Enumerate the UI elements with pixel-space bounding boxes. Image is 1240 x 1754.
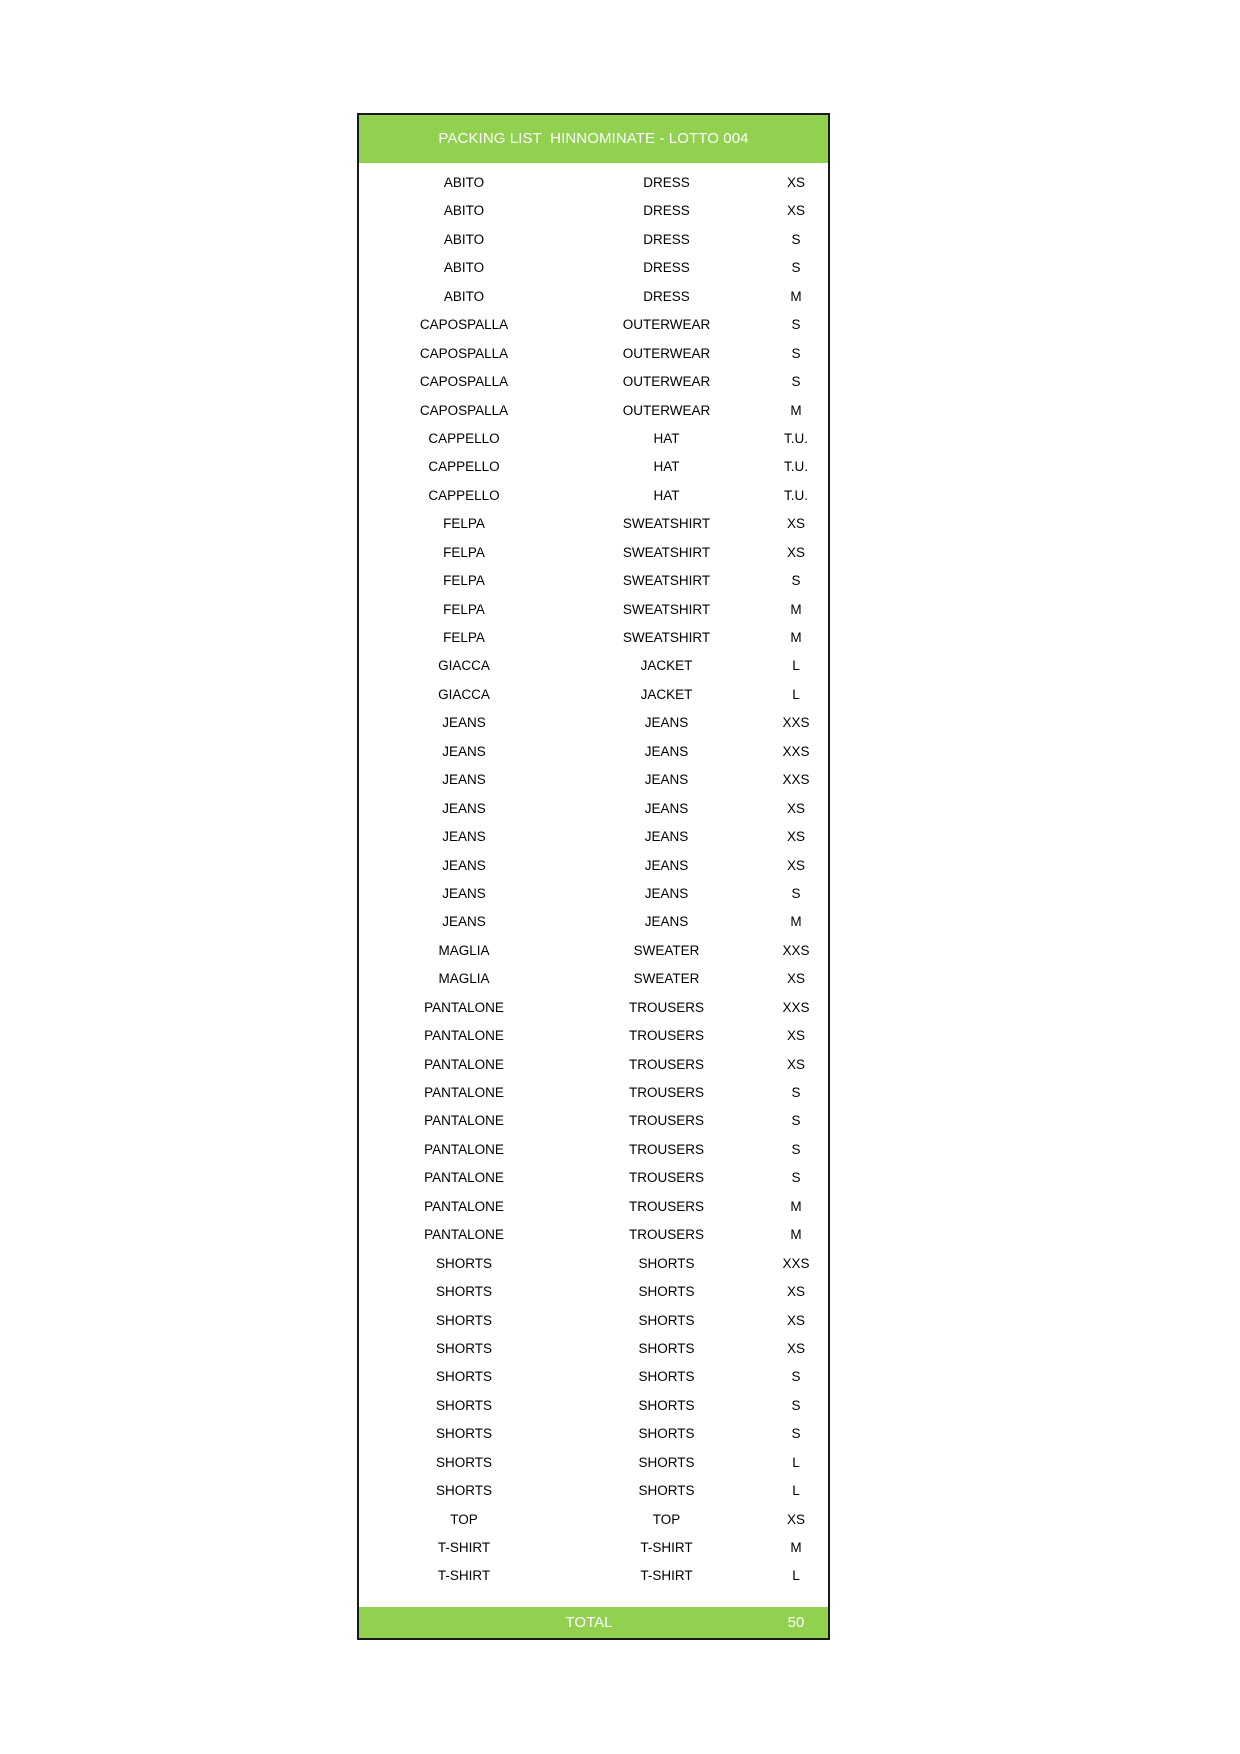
table-row	[359, 965, 828, 993]
item-name-it: FELPA	[443, 516, 485, 532]
item-size: XXS	[782, 1255, 810, 1271]
item-name-en: SHORTS	[638, 1369, 695, 1385]
table-row	[359, 425, 828, 453]
item-name-it: PANTALONE	[424, 1227, 504, 1243]
item-size: XXS	[782, 999, 810, 1015]
table-row	[359, 1136, 828, 1164]
item-name-en: SHORTS	[638, 1312, 695, 1328]
item-size: S	[791, 1170, 801, 1186]
item-size: S	[791, 573, 801, 589]
item-size: T.U.	[783, 459, 808, 475]
item-name-it: FELPA	[443, 630, 485, 645]
item-size: XS	[786, 857, 805, 873]
item-size: S	[791, 1369, 801, 1385]
item-name-it: GIACCA	[438, 658, 490, 674]
packing-list-sheet	[357, 113, 830, 1640]
item-name-en: TROUSERS	[628, 1198, 704, 1214]
table-row	[359, 1392, 828, 1420]
item-size: S	[791, 345, 801, 361]
item-name-en: SHORTS	[638, 1255, 695, 1271]
item-name-en: TROUSERS	[628, 1227, 704, 1243]
table-row	[359, 1562, 828, 1590]
item-name-it: SHORTS	[435, 1255, 492, 1271]
table-row	[359, 1278, 828, 1306]
item-size: S	[791, 885, 801, 901]
item-name-it: SHORTS	[435, 1426, 492, 1442]
table-row	[359, 994, 828, 1022]
item-size: XS	[786, 1028, 805, 1044]
item-name-it: FELPA	[443, 601, 485, 617]
table-row	[359, 1221, 828, 1249]
table-row	[359, 1534, 828, 1562]
item-size: S	[791, 231, 801, 247]
table-row	[359, 397, 828, 425]
item-size: XS	[786, 1056, 805, 1072]
item-name-en: TROUSERS	[628, 999, 704, 1015]
table-row	[359, 880, 828, 908]
item-size: S	[791, 317, 801, 333]
table-row	[359, 1335, 828, 1363]
item-name-en: OUTERWEAR	[622, 402, 711, 418]
item-name-en: OUTERWEAR	[622, 317, 711, 333]
item-size: XS	[786, 516, 805, 532]
item-size: M	[790, 1540, 802, 1555]
total-row	[359, 1607, 828, 1638]
item-size: M	[790, 601, 802, 617]
item-name-it: GIACCA	[438, 686, 490, 702]
item-name-it: JEANS	[442, 885, 486, 901]
item-name-en: TROUSERS	[628, 1056, 704, 1072]
table-row	[359, 453, 828, 481]
item-name-en: DRESS	[643, 231, 690, 247]
item-name-en: DRESS	[643, 175, 690, 190]
item-size: XXS	[782, 772, 810, 788]
table-row	[359, 795, 828, 823]
table-row	[359, 510, 828, 538]
table-row	[359, 340, 828, 368]
item-name-en: HAT	[653, 430, 680, 446]
item-name-it: CAPPELLO	[428, 430, 500, 446]
item-name-it: MAGLIA	[438, 942, 490, 958]
table-row	[359, 482, 828, 510]
item-name-it: PANTALONE	[424, 999, 504, 1015]
item-size: XS	[786, 971, 805, 987]
table-row	[359, 1449, 828, 1477]
item-size: S	[791, 374, 801, 390]
item-name-it: T-SHIRT	[437, 1568, 491, 1584]
item-name-en: HAT	[653, 487, 680, 503]
table-row	[359, 197, 828, 225]
item-size: L	[792, 1483, 800, 1499]
item-name-it: MAGLIA	[438, 971, 490, 987]
item-name-en: TROUSERS	[628, 1170, 704, 1186]
item-size: XS	[786, 1340, 805, 1356]
table-row	[359, 823, 828, 851]
item-name-en: T-SHIRT	[640, 1540, 693, 1555]
item-size: XXS	[782, 942, 810, 958]
table-row	[359, 1079, 828, 1107]
item-size: S	[791, 1141, 801, 1157]
item-name-en: SHORTS	[638, 1454, 695, 1470]
table-row	[359, 283, 828, 311]
item-name-en: DRESS	[643, 260, 690, 276]
item-name-en: JEANS	[644, 857, 689, 873]
item-name-it: ABITO	[443, 260, 485, 276]
item-size: XXS	[782, 715, 810, 731]
item-name-en: DRESS	[643, 288, 690, 304]
total-value: 50	[787, 1614, 805, 1631]
item-name-it: TOP	[450, 1511, 478, 1527]
item-size: M	[790, 1227, 802, 1243]
item-name-en: T-SHIRT	[640, 1568, 693, 1584]
item-name-en: JEANS	[644, 800, 689, 816]
table-row	[359, 709, 828, 737]
item-size: L	[792, 1568, 800, 1584]
item-name-en: JACKET	[640, 658, 693, 674]
item-size: XXS	[782, 743, 810, 759]
table-row	[359, 852, 828, 880]
item-size: XS	[786, 1511, 805, 1527]
item-name-it: PANTALONE	[424, 1085, 504, 1100]
table-row	[359, 1307, 828, 1335]
item-name-it: CAPOSPALLA	[419, 374, 509, 390]
item-name-en: JEANS	[644, 772, 689, 788]
item-name-en: OUTERWEAR	[622, 345, 711, 361]
item-size: XS	[786, 203, 805, 219]
item-name-en: SHORTS	[638, 1397, 695, 1413]
item-size: M	[790, 288, 802, 304]
item-name-en: SWEATER	[633, 942, 700, 958]
item-size: S	[791, 1426, 801, 1442]
item-name-it: SHORTS	[435, 1284, 492, 1300]
item-size: M	[790, 630, 802, 645]
table-row	[359, 254, 828, 282]
item-name-en: JEANS	[644, 829, 689, 845]
item-size: S	[791, 1113, 801, 1129]
item-name-it: ABITO	[443, 203, 485, 219]
table-row	[359, 368, 828, 396]
item-name-en: SWEATSHIRT	[622, 573, 711, 589]
item-name-it: JEANS	[442, 772, 486, 788]
item-name-en: TROUSERS	[628, 1113, 704, 1129]
item-name-en: SWEATER	[633, 971, 700, 987]
item-size: T.U.	[783, 487, 808, 503]
item-name-en: SHORTS	[638, 1284, 695, 1300]
item-size: S	[791, 1397, 801, 1413]
item-name-en: TROUSERS	[628, 1028, 704, 1044]
item-name-en: SHORTS	[638, 1483, 695, 1499]
item-name-en: SHORTS	[638, 1426, 695, 1442]
item-name-it: PANTALONE	[424, 1113, 504, 1129]
table-row	[359, 596, 828, 624]
item-name-it: SHORTS	[435, 1454, 492, 1470]
item-name-it: PANTALONE	[424, 1198, 504, 1214]
table-row	[359, 1506, 828, 1534]
table-row	[359, 1107, 828, 1135]
item-name-it: PANTALONE	[424, 1141, 504, 1157]
item-name-it: CAPOSPALLA	[419, 402, 509, 418]
item-name-it: CAPPELLO	[428, 459, 500, 475]
item-name-it: PANTALONE	[424, 1056, 504, 1072]
table-row	[359, 937, 828, 965]
item-size: XS	[786, 1284, 805, 1300]
table-row	[359, 1022, 828, 1050]
item-name-it: SHORTS	[435, 1340, 492, 1356]
table-row	[359, 1477, 828, 1505]
item-size: XS	[786, 175, 805, 190]
item-name-en: HAT	[653, 459, 680, 475]
table-row	[359, 1051, 828, 1079]
table-row	[359, 311, 828, 339]
item-name-en: DRESS	[643, 203, 690, 219]
item-name-it: ABITO	[443, 231, 485, 247]
item-size: S	[791, 1085, 801, 1100]
item-size: XS	[786, 800, 805, 816]
table-row	[359, 681, 828, 709]
item-name-it: JEANS	[442, 800, 486, 816]
item-name-it: CAPOSPALLA	[419, 317, 509, 333]
table-row	[359, 539, 828, 567]
table-row	[359, 1193, 828, 1221]
item-name-it: T-SHIRT	[437, 1540, 491, 1555]
item-name-it: ABITO	[443, 288, 485, 304]
item-name-en: TROUSERS	[628, 1085, 704, 1100]
item-name-it: ABITO	[443, 175, 485, 190]
item-size: XS	[786, 544, 805, 560]
table-row	[359, 652, 828, 680]
item-name-en: SWEATSHIRT	[622, 516, 711, 532]
item-name-en: JEANS	[644, 885, 689, 901]
item-name-it: SHORTS	[435, 1312, 492, 1328]
total-label: TOTAL	[565, 1614, 613, 1631]
table-row	[359, 1420, 828, 1448]
item-name-it: JEANS	[442, 857, 486, 873]
item-name-en: SHORTS	[638, 1340, 695, 1356]
table-row	[359, 1250, 828, 1278]
table-row	[359, 567, 828, 595]
item-name-it: FELPA	[443, 573, 485, 589]
item-size: L	[792, 1454, 800, 1470]
item-name-en: SWEATSHIRT	[622, 630, 711, 645]
item-size: XS	[786, 1312, 805, 1328]
item-name-en: SWEATSHIRT	[622, 544, 711, 560]
item-name-it: CAPOSPALLA	[419, 345, 509, 361]
table-row	[359, 1164, 828, 1192]
packing-list-rows	[359, 169, 828, 1591]
item-name-en: JEANS	[644, 715, 689, 731]
item-name-it: PANTALONE	[424, 1170, 504, 1186]
item-name-it: JEANS	[442, 914, 486, 930]
table-row	[359, 1363, 828, 1391]
item-size: T.U.	[783, 430, 808, 446]
item-name-en: TOP	[652, 1511, 681, 1527]
item-name-en: OUTERWEAR	[622, 374, 711, 390]
item-name-it: JEANS	[442, 715, 486, 731]
table-row	[359, 738, 828, 766]
table-row	[359, 624, 828, 652]
item-name-it: SHORTS	[435, 1369, 492, 1385]
table-row	[359, 169, 828, 197]
item-size: XS	[786, 829, 805, 845]
item-name-en: SWEATSHIRT	[622, 601, 711, 617]
item-name-en: JEANS	[644, 743, 689, 759]
item-name-it: JEANS	[442, 829, 486, 845]
item-name-en: JACKET	[640, 686, 693, 702]
item-size: L	[792, 686, 800, 702]
item-size: M	[790, 1198, 802, 1214]
item-name-it: SHORTS	[435, 1397, 492, 1413]
item-size: M	[790, 914, 802, 930]
item-name-it: SHORTS	[435, 1483, 492, 1499]
item-name-en: JEANS	[644, 914, 689, 930]
item-name-it: PANTALONE	[424, 1028, 504, 1044]
packing-list-title: PACKING LIST HINNOMINATE - LOTTO 004	[359, 115, 828, 163]
table-row	[359, 908, 828, 936]
item-name-it: FELPA	[443, 544, 485, 560]
table-row	[359, 226, 828, 254]
item-name-it: CAPPELLO	[428, 487, 500, 503]
table-row	[359, 766, 828, 794]
item-size: S	[791, 260, 801, 276]
item-name-en: TROUSERS	[628, 1141, 704, 1157]
item-name-it: JEANS	[442, 743, 486, 759]
item-size: M	[790, 402, 802, 418]
item-size: L	[792, 658, 800, 674]
